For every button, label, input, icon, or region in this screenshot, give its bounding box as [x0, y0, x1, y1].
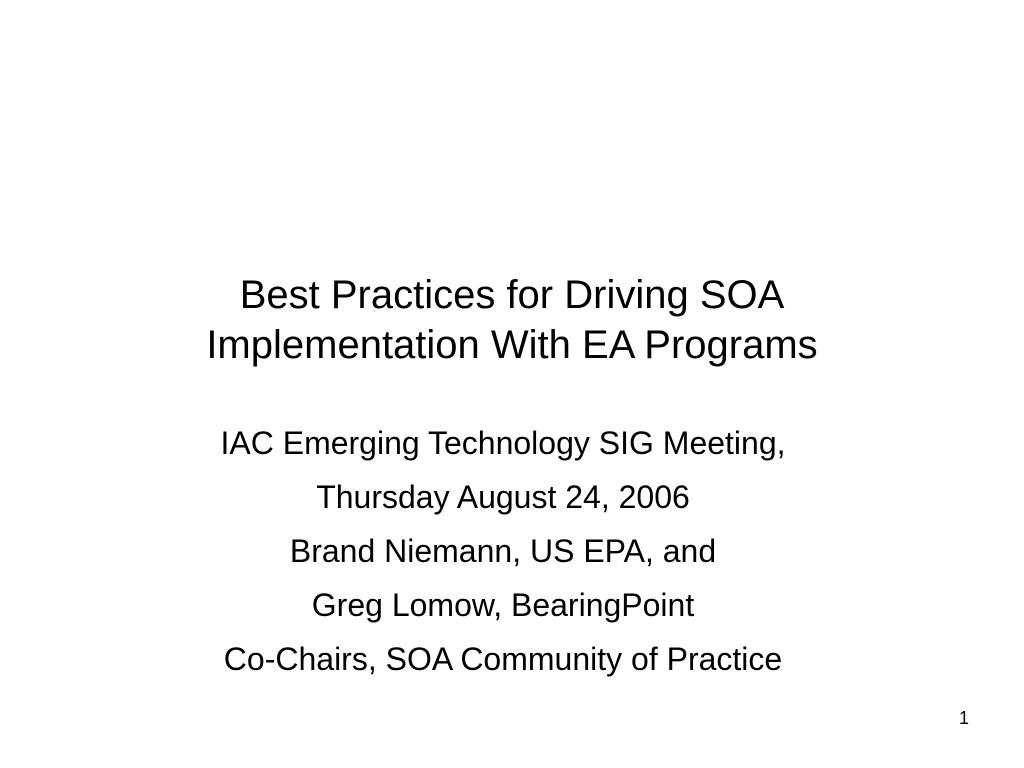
title-line-1: Best Practices for Driving SOA: [239, 273, 785, 317]
subtitle-line-role: Co-Chairs, SOA Community of Practice: [223, 641, 783, 677]
page-number: 1: [958, 708, 969, 728]
subtitle-line-date: Thursday August 24, 2006: [316, 479, 690, 515]
slide-title: [0, 270, 1024, 370]
slide-subtitle: [0, 416, 1006, 686]
subtitle-line-presenter-1: Brand Niemann, US EPA, and: [289, 533, 717, 569]
title-line-2: Implementation With EA Programs: [206, 323, 818, 367]
subtitle-line-presenter-2: Greg Lomow, BearingPoint: [311, 587, 695, 623]
subtitle-line-meeting: IAC Emerging Technology SIG Meeting,: [220, 425, 786, 461]
